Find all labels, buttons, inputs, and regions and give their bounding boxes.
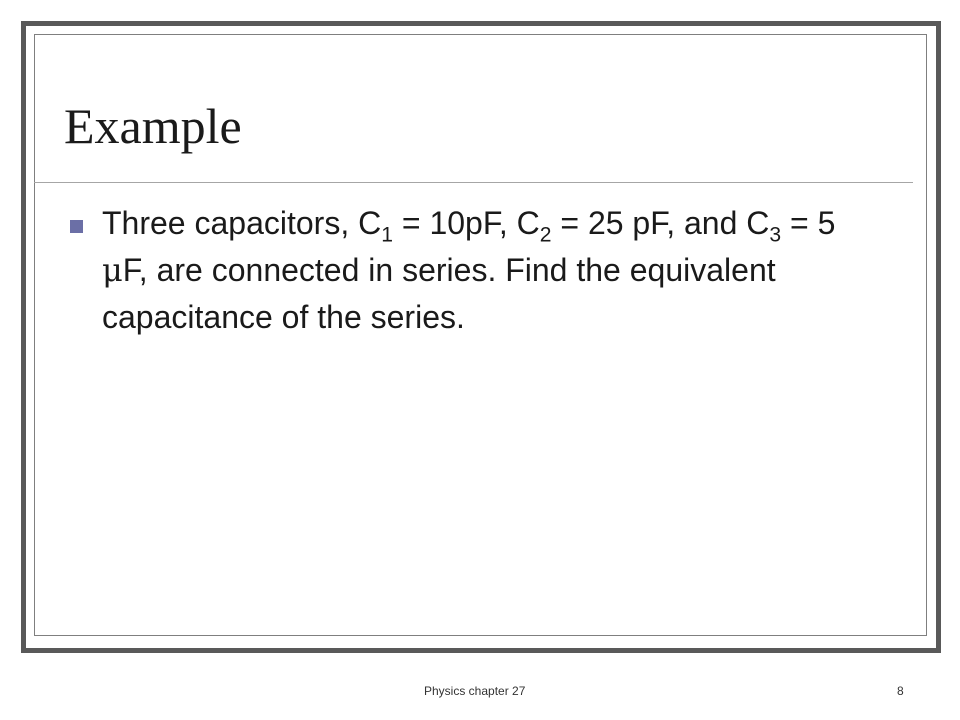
subscript-1: 1 xyxy=(381,223,393,247)
page-number: 8 xyxy=(897,684,904,698)
mu-symbol: μ xyxy=(102,251,123,289)
text-run: = 10pF, C xyxy=(392,205,540,241)
bullet-list xyxy=(70,200,860,341)
text-run: = 25 pF, and C xyxy=(551,205,770,241)
text-run: = 5 xyxy=(781,205,836,241)
bullet-text xyxy=(102,205,835,335)
footer-text: Physics chapter 27 xyxy=(424,684,526,698)
text-run: Three capacitors, C xyxy=(102,205,382,241)
title-divider xyxy=(34,182,913,183)
subscript-2: 2 xyxy=(539,223,552,247)
slide-title: Example xyxy=(64,98,242,154)
list-item xyxy=(70,200,860,341)
square-bullet-icon xyxy=(70,220,83,233)
subscript-3: 3 xyxy=(769,223,782,247)
text-run: F, are connected in series. Find the equivalent capacitance of the series. xyxy=(102,252,776,335)
